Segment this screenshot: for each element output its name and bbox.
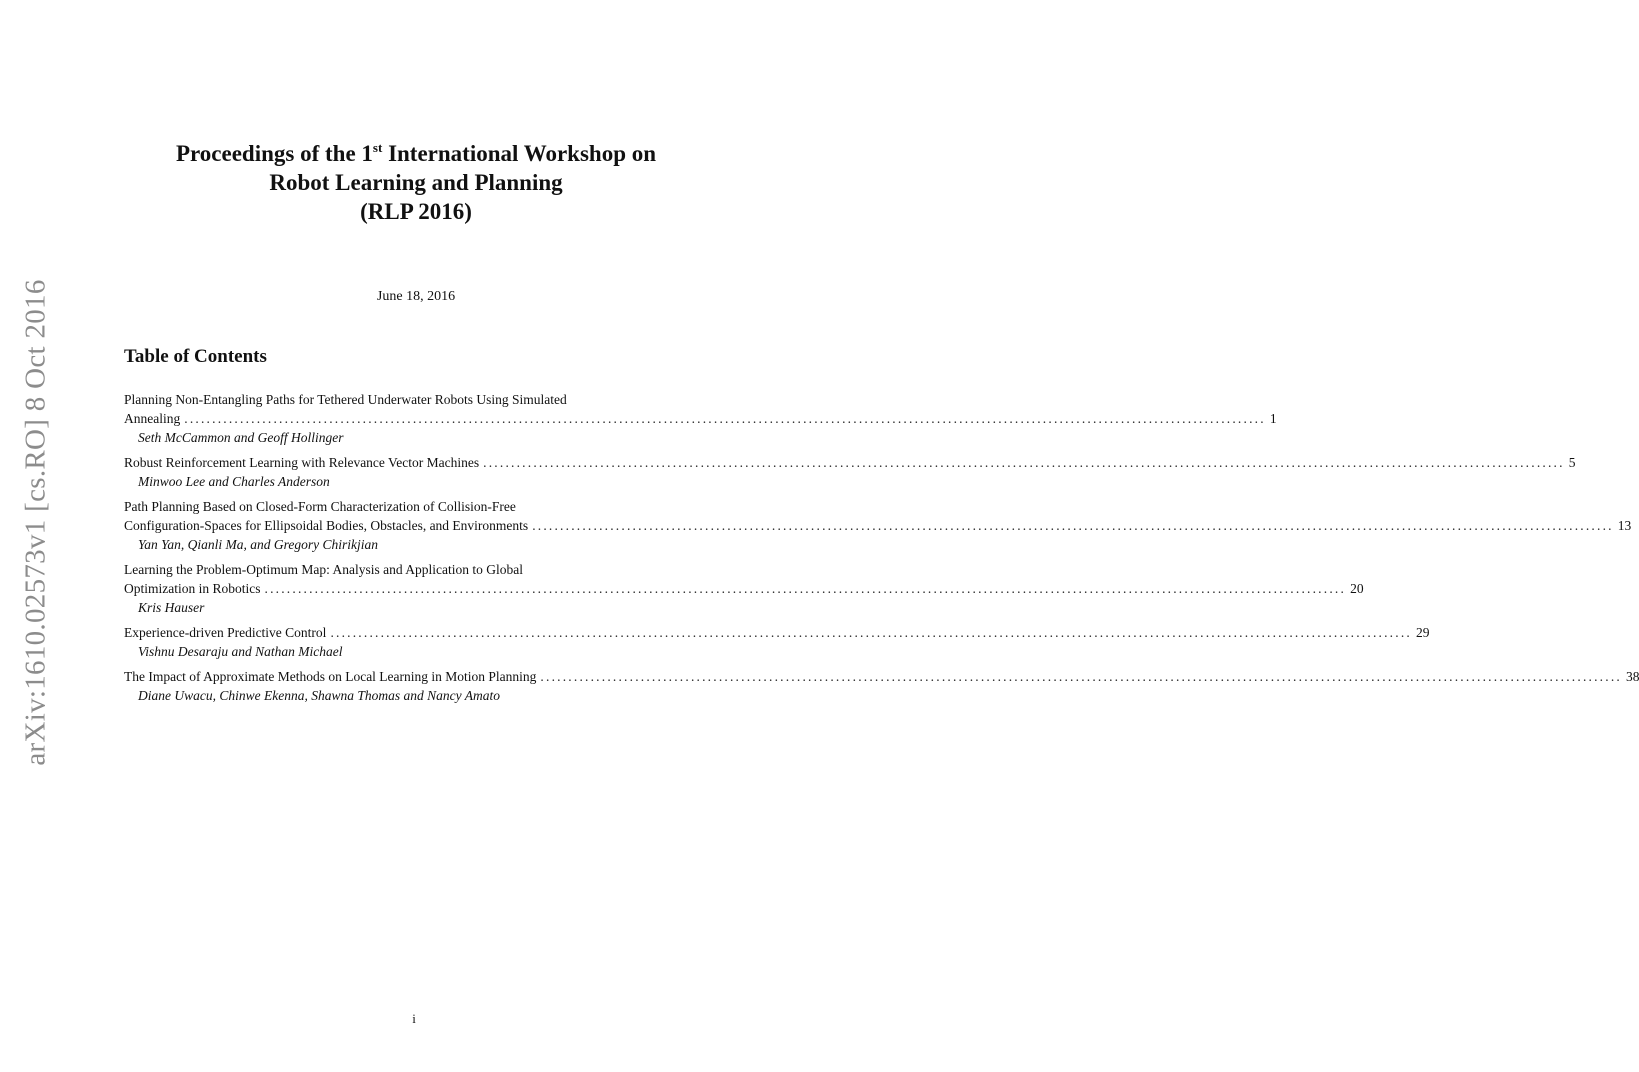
toc-entry-title-cont: Configuration-Spaces for Ellipsoidal Bodies, Obstacles, and Environments [124,518,529,533]
arxiv-stamp-text: arXiv:1610.02573v1 [cs.RO] 8 Oct 2016 [19,278,52,766]
toc-entry[interactable] [124,667,1639,705]
dot-leader: .................................................................................................................................................................................................. [184,411,1266,426]
toc-entry-title-line [124,516,1632,535]
title-suffix: International Workshop on [382,141,657,166]
toc-entry-title-line [124,623,1430,642]
document-date: June 18, 2016 [376,289,456,304]
toc-heading: Table of Contents [124,346,267,367]
toc-entry[interactable] [124,453,1576,491]
toc-entry-page: 1 [1269,411,1277,426]
toc-entry-page: 29 [1416,625,1430,640]
dot-leader: .................................................................................................................................................................................................. [264,581,1347,596]
toc-entry-title-line [124,667,1639,686]
toc-entry[interactable] [124,560,1364,617]
page-number: i [412,1011,416,1026]
toc-entry-title: Robust Reinforcement Learning with Relevance Vector Machines [124,455,480,470]
toc-entry-title-line [124,560,708,579]
title-line-3: (RLP 2016) [360,199,472,224]
title-prefix: Proceedings of the 1 [175,141,373,166]
toc-entry[interactable] [124,497,1632,554]
title-superscript: st [372,140,383,155]
toc-entry-title: Path Planning Based on Closed-Form Characterization of Collision-Free [124,499,516,514]
dot-leader: .................................................................................................................................................................................................. [483,455,1565,470]
toc-entry-page: 13 [1617,518,1632,533]
dot-leader: .................................................................................................................................................................................................. [532,518,1614,533]
table-of-contents [124,390,1639,711]
toc-entry-title: The Impact of Approximate Methods on Local Learning in Motion Planning [124,669,537,684]
toc-entry-title-line [124,497,708,516]
toc-entry-authors: Vishnu Desaraju and Nathan Michael [138,644,343,659]
dot-leader: .................................................................................................................................................................................................. [540,669,1622,684]
toc-entry-page: 5 [1568,455,1576,470]
document-title [100,139,732,226]
toc-entry-title-line [124,453,1576,472]
toc-entry-title-line [124,409,1277,428]
dot-leader: .................................................................................................................................................................................................. [330,625,1412,640]
toc-entry[interactable] [124,390,1277,447]
toc-entry-title: Experience-driven Predictive Control [124,625,327,640]
toc-entry-authors: Diane Uwacu, Chinwe Ekenna, Shawna Thomas and Nancy Amato [138,688,500,703]
toc-entry-authors: Seth McCammon and Geoff Hollinger [138,430,344,445]
toc-entry-page: 38 [1625,669,1639,684]
toc-entry-title-cont: Annealing [124,411,181,426]
toc-entry-authors: Yan Yan, Qianli Ma, and Gregory Chirikjian [138,537,379,552]
toc-entry[interactable] [124,623,1430,661]
toc-entry-title-line [124,579,1364,598]
toc-entry-title: Learning the Problem-Optimum Map: Analysis and Application to Global [124,562,523,577]
toc-entry-title-line [124,390,708,409]
title-line-2: Robot Learning and Planning [269,170,563,195]
toc-entry-page: 20 [1350,581,1364,596]
toc-entry-authors: Kris Hauser [138,600,205,615]
toc-entry-title: Planning Non-Entangling Paths for Tethered Underwater Robots Using Simulated [124,392,567,407]
toc-entry-authors: Minwoo Lee and Charles Anderson [138,474,330,489]
toc-entry-title-cont: Optimization in Robotics [124,581,261,596]
title-line-1 [100,139,732,168]
arxiv-stamp [16,278,56,766]
